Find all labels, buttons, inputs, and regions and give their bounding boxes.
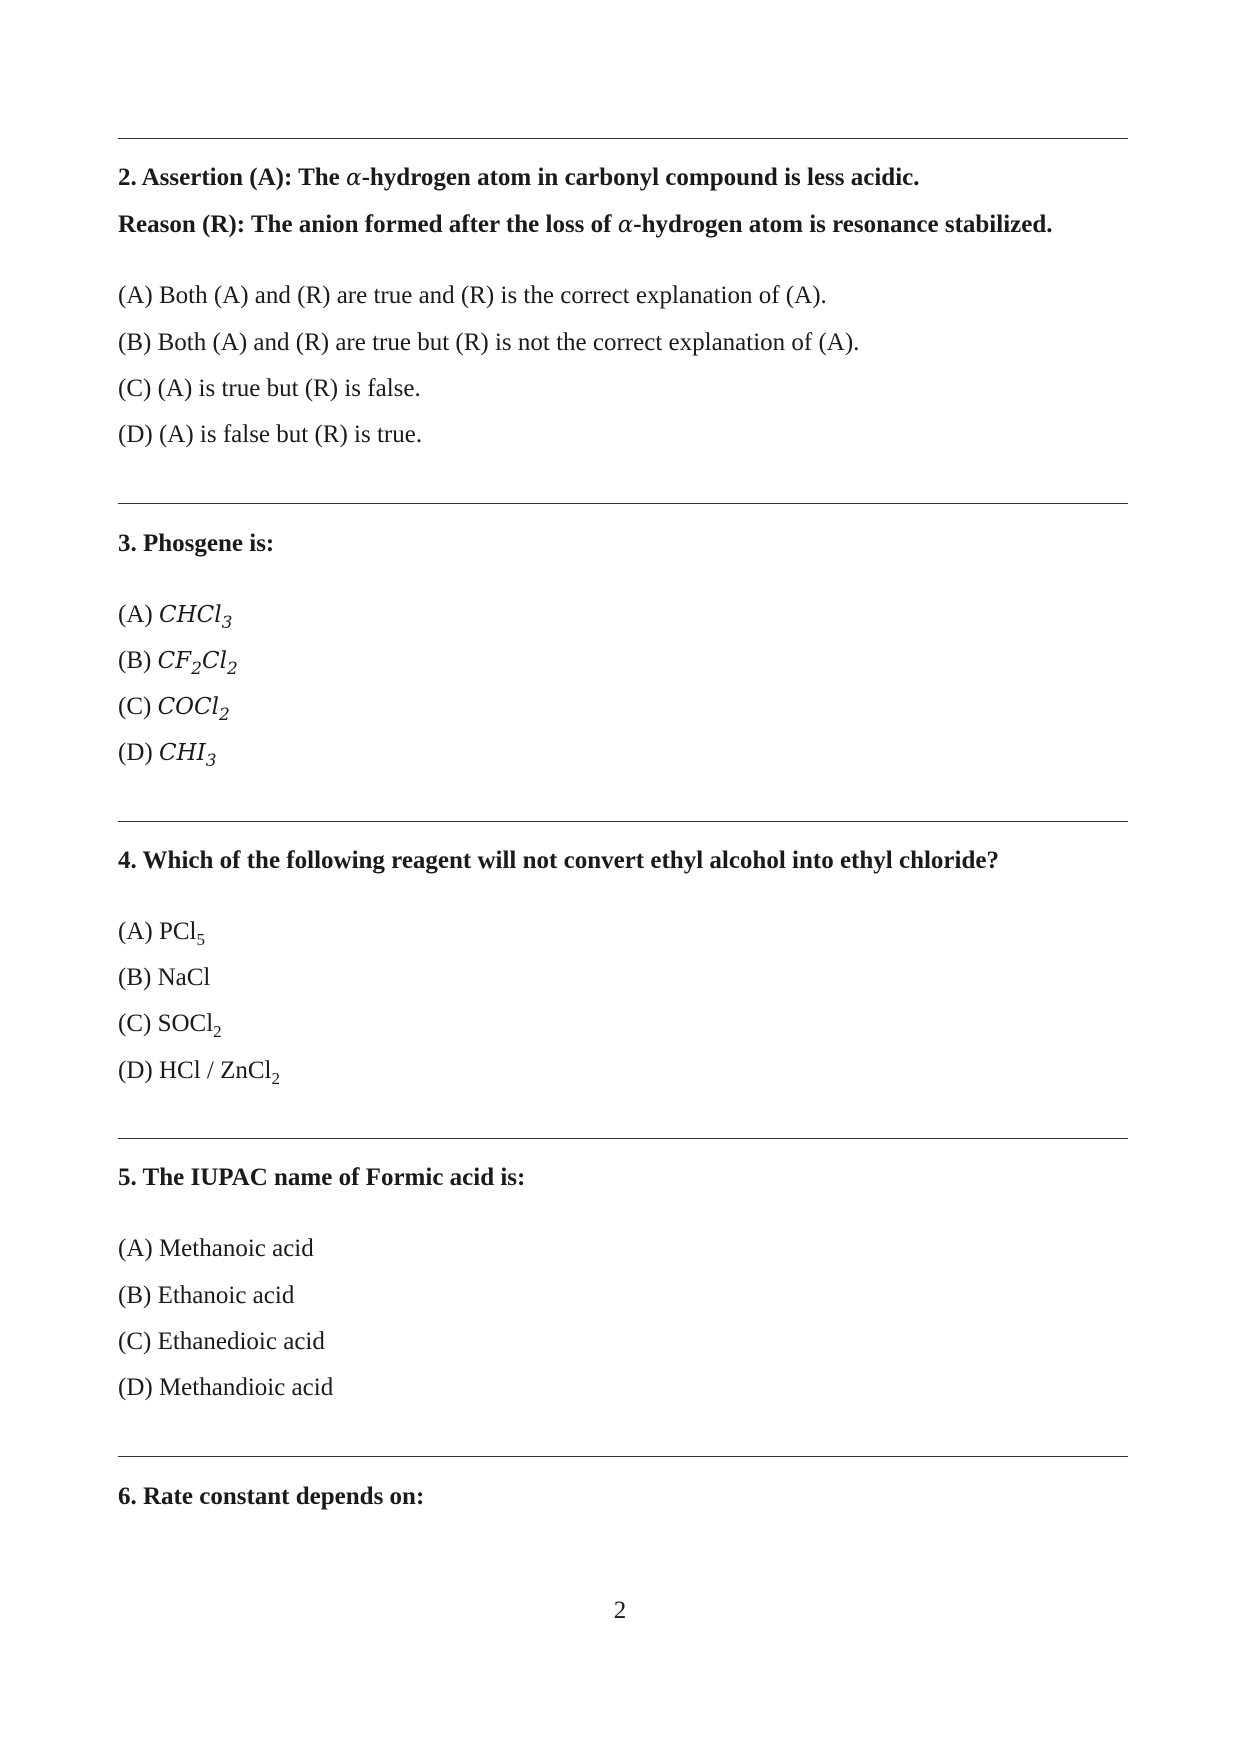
divider xyxy=(118,821,1128,822)
q4-option-a[interactable] xyxy=(118,917,205,947)
alpha-symbol: α xyxy=(617,212,634,238)
q5-option-b[interactable]: (B) Ethanoic acid xyxy=(118,1282,295,1309)
formula: SOCl$_2$ xyxy=(157,1010,222,1041)
q3-option-a[interactable] xyxy=(118,600,233,633)
formula: $CF_2Cl_2$ xyxy=(157,648,238,679)
option-label: (B) xyxy=(118,964,158,991)
divider xyxy=(118,1456,1128,1457)
divider xyxy=(118,503,1128,504)
question-2-assertion xyxy=(118,163,920,193)
option-label: (A) xyxy=(118,601,159,628)
option-label: (B) xyxy=(118,647,158,674)
question-2-reason xyxy=(118,210,1053,240)
formula: NaCl xyxy=(157,964,211,991)
alpha-symbol: α xyxy=(346,165,362,191)
q5-option-a[interactable]: (A) Methanoic acid xyxy=(118,1235,314,1262)
assertion-suffix: -hydrogen atom in carbonyl compound is less acidic. xyxy=(361,164,920,191)
q4-option-b[interactable] xyxy=(118,963,210,993)
q2-option-a[interactable]: (A) Both (A) and (R) are true and (R) is the correct explanation of (A). xyxy=(118,282,827,309)
q5-option-c[interactable]: (C) Ethanedioic acid xyxy=(118,1328,325,1355)
divider xyxy=(118,138,1128,139)
option-label: (D) xyxy=(118,739,159,766)
q5-option-d[interactable]: (D) Methandioic acid xyxy=(118,1374,334,1401)
question-3: 3. Phosgene is: xyxy=(118,530,275,557)
q3-option-d[interactable] xyxy=(118,738,217,771)
option-label: (A) xyxy=(118,918,159,945)
option-label: (C) xyxy=(118,1010,158,1037)
q2-option-b[interactable]: (B) Both (A) and (R) are true but (R) is not the correct explanation of (A). xyxy=(118,329,860,356)
q3-option-b[interactable] xyxy=(118,646,238,679)
page-number: 2 xyxy=(613,1597,627,1624)
formula: PCl$_5$ xyxy=(158,918,205,949)
question-5: 5. The IUPAC name of Formic acid is: xyxy=(118,1164,526,1191)
q2-option-d[interactable]: (D) (A) is false but (R) is true. xyxy=(118,421,423,448)
option-label: (D) xyxy=(118,1057,159,1084)
formula: HCl / ZnCl$_2$ xyxy=(158,1057,280,1088)
option-label: (C) xyxy=(118,693,158,720)
divider xyxy=(118,1138,1128,1139)
q3-option-c[interactable] xyxy=(118,692,230,725)
q4-option-c[interactable] xyxy=(118,1009,222,1039)
reason-prefix: Reason (R): The anion formed after the loss of xyxy=(118,211,618,238)
q4-option-d[interactable] xyxy=(118,1056,280,1086)
formula: $CHI_3$ xyxy=(158,740,217,771)
formula: COCl$_2$ xyxy=(157,694,230,725)
reason-suffix: -hydrogen atom is resonance stabilized. xyxy=(633,211,1053,238)
question-4: 4. Which of the following reagent will not convert ethyl alcohol into ethyl chloride? xyxy=(118,847,999,874)
assertion-prefix: 2. Assertion (A): The xyxy=(118,164,347,191)
question-6: 6. Rate constant depends on: xyxy=(118,1483,425,1510)
q2-option-c[interactable]: (C) (A) is true but (R) is false. xyxy=(118,375,421,402)
formula: CHCl$_3$ xyxy=(158,602,233,633)
